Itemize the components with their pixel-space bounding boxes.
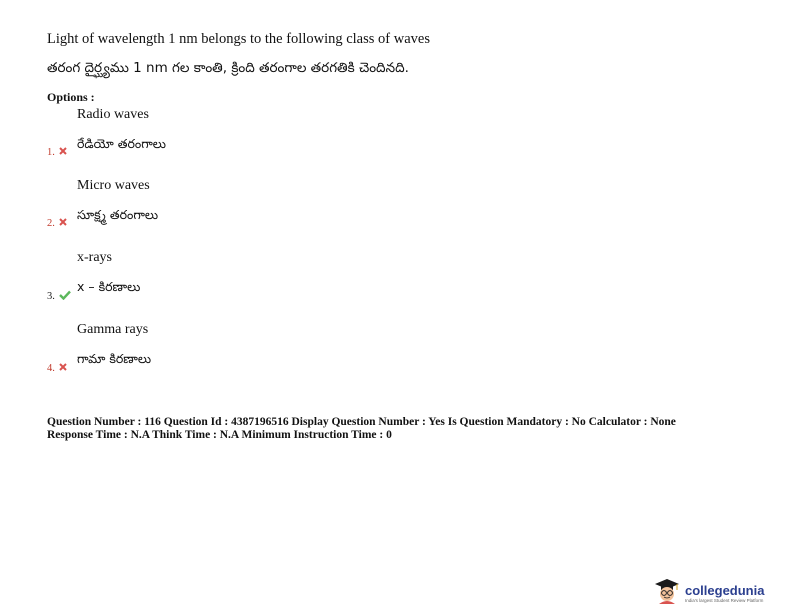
option-2-number: 2. — [47, 218, 55, 229]
option-1-number: 1. — [47, 147, 55, 158]
brand-tagline: India's largest Student Review Platform — [685, 597, 764, 603]
check-icon — [59, 290, 71, 303]
option-2-marker — [47, 218, 67, 229]
option-3-english: x-rays — [77, 250, 112, 265]
brand-name: collegedunia — [685, 582, 765, 598]
options-label: Options : — [47, 90, 95, 104]
question-english: Light of wavelength 1 nm belongs to the following class of waves — [47, 31, 430, 47]
option-1-english: Radio waves — [77, 107, 149, 122]
question-telugu: తరంగ దైర్ఘ్యము 1 nm గల కాంతి, క్రింది తరంగాల తరగతికి చెందినది. — [47, 60, 409, 76]
option-4-marker — [47, 363, 67, 374]
option-3-marker — [47, 290, 71, 303]
option-3-number: 3. — [47, 291, 55, 302]
question-meta-line-1: Question Number : 116 Question Id : 4387196516 Display Question Number : Yes Is Question Mandatory : No Calculator : None — [47, 416, 676, 428]
option-1-marker — [47, 147, 67, 158]
option-2-english: Micro waves — [77, 178, 150, 193]
option-4-telugu: గామా కిరణాలు — [77, 351, 152, 366]
cross-icon — [59, 147, 67, 158]
cross-icon — [59, 218, 67, 229]
graduate-mascot-icon — [653, 578, 681, 609]
option-3-telugu: x – కిరణాలు — [77, 279, 141, 294]
question-meta-line-2: Response Time : N.A Think Time : N.A Minimum Instruction Time : 0 — [47, 429, 392, 441]
option-2-telugu: సూక్ష్మ తరంగాలు — [77, 207, 159, 222]
option-4-english: Gamma rays — [77, 322, 149, 337]
option-1-telugu: రేడియో తరంగాలు — [77, 136, 166, 151]
cross-icon — [59, 363, 67, 374]
option-4-number: 4. — [47, 363, 55, 374]
brand-logo — [653, 578, 764, 609]
